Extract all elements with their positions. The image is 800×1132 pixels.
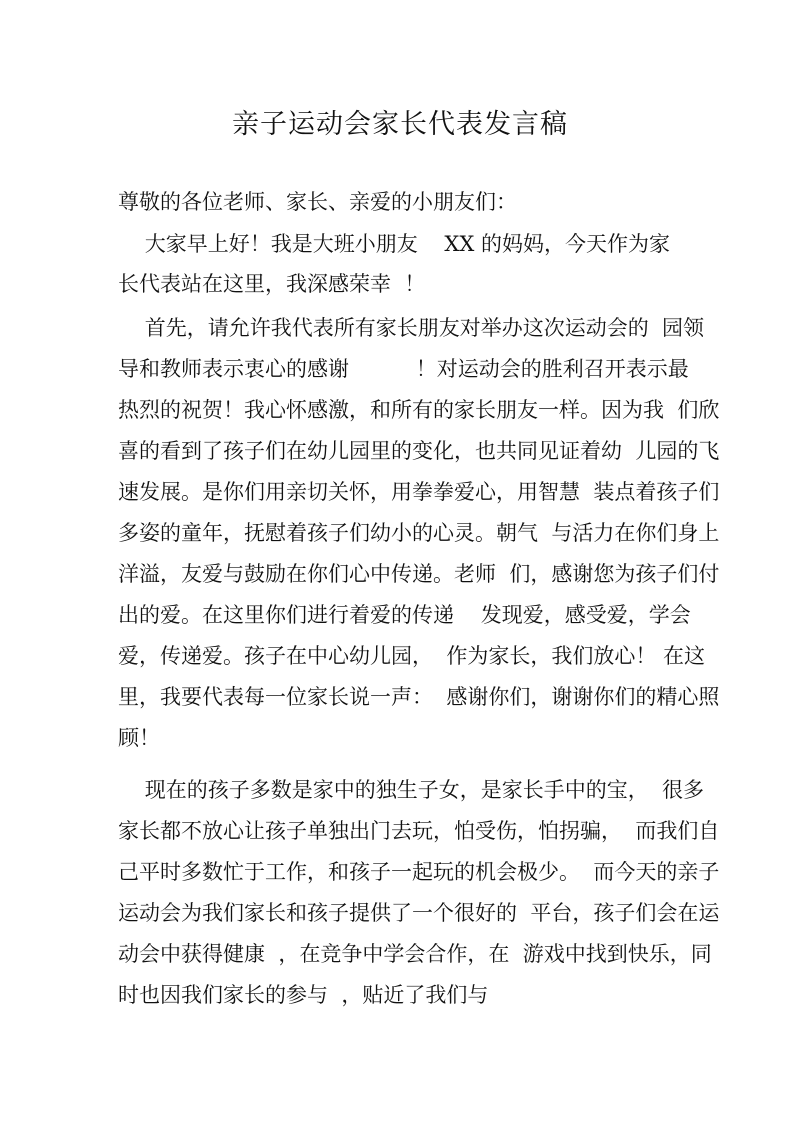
paragraph-line: 长代表站在这里，我深感荣幸 ！	[118, 272, 426, 296]
paragraph-line: 顾！	[118, 726, 160, 750]
paragraph-line: 现在的孩子多数是家中的独生子女，是家长手中的宝， 很多	[118, 778, 705, 802]
paragraph-line: 多姿的童年，抚慰着孩子们幼小的心灵。朝气 与活力在你们身上	[118, 521, 720, 545]
paragraph-line: 时也因我们家长的参与 ，贴近了我们与	[118, 983, 489, 1007]
paragraph-line: 爱，传递爱。孩子在中心幼儿园， 作为家长，我们放心！ 在这	[118, 644, 706, 668]
paragraph-line: 己平时多数忙于工作，和孩子一起玩的机会极少。 而今天的亲子	[118, 860, 720, 884]
paragraph-line: 首先，请允许我代表所有家长朋友对举办这次运动会的 园领	[118, 316, 705, 340]
paragraph-line: 喜的看到了孩子们在幼儿园里的变化，也共同见证着幼 儿园的飞	[118, 439, 720, 463]
paragraph-line: 里，我要代表每一位家长说一声： 感谢你们，谢谢你们的精心照	[118, 685, 720, 709]
paragraph-line: 动会中获得健康 ，在竞争中学会合作，在 游戏中找到快乐，同	[118, 942, 712, 966]
paragraph-line: 运动会为我们家长和孩子提供了一个很好的 平台，孩子们会在运	[118, 901, 720, 925]
document-title: 亲子运动会家长代表发言稿	[232, 109, 568, 140]
paragraph-line: 导和教师表示衷心的感谢 ！对运动会的胜利召开表示最	[118, 357, 689, 381]
paragraph-line: 速发展。是你们用亲切关怀，用拳拳爱心，用智慧 装点着孩子们	[118, 480, 720, 504]
salutation-line: 尊敬的各位老师、家长、亲爱的小朋友们：	[118, 190, 517, 214]
paragraph-line: 洋溢，友爱与鼓励在你们心中传递。老师 们，感谢您为孩子们付	[118, 562, 720, 586]
paragraph-line: 热烈的祝贺！我心怀感激，和所有的家长朋友一样。因为我 们欣	[118, 398, 720, 422]
paragraph-line: 出的爱。在这里你们进行着爱的传递 发现爱，感受爱，学会	[118, 603, 691, 627]
paragraph-line: 家长都不放心让孩子单独出门去玩，怕受伤，怕拐骗， 而我们自	[118, 819, 720, 843]
paragraph-line: 大家早上好！我是大班小朋友 XX 的妈妈，今天作为家	[118, 232, 670, 256]
